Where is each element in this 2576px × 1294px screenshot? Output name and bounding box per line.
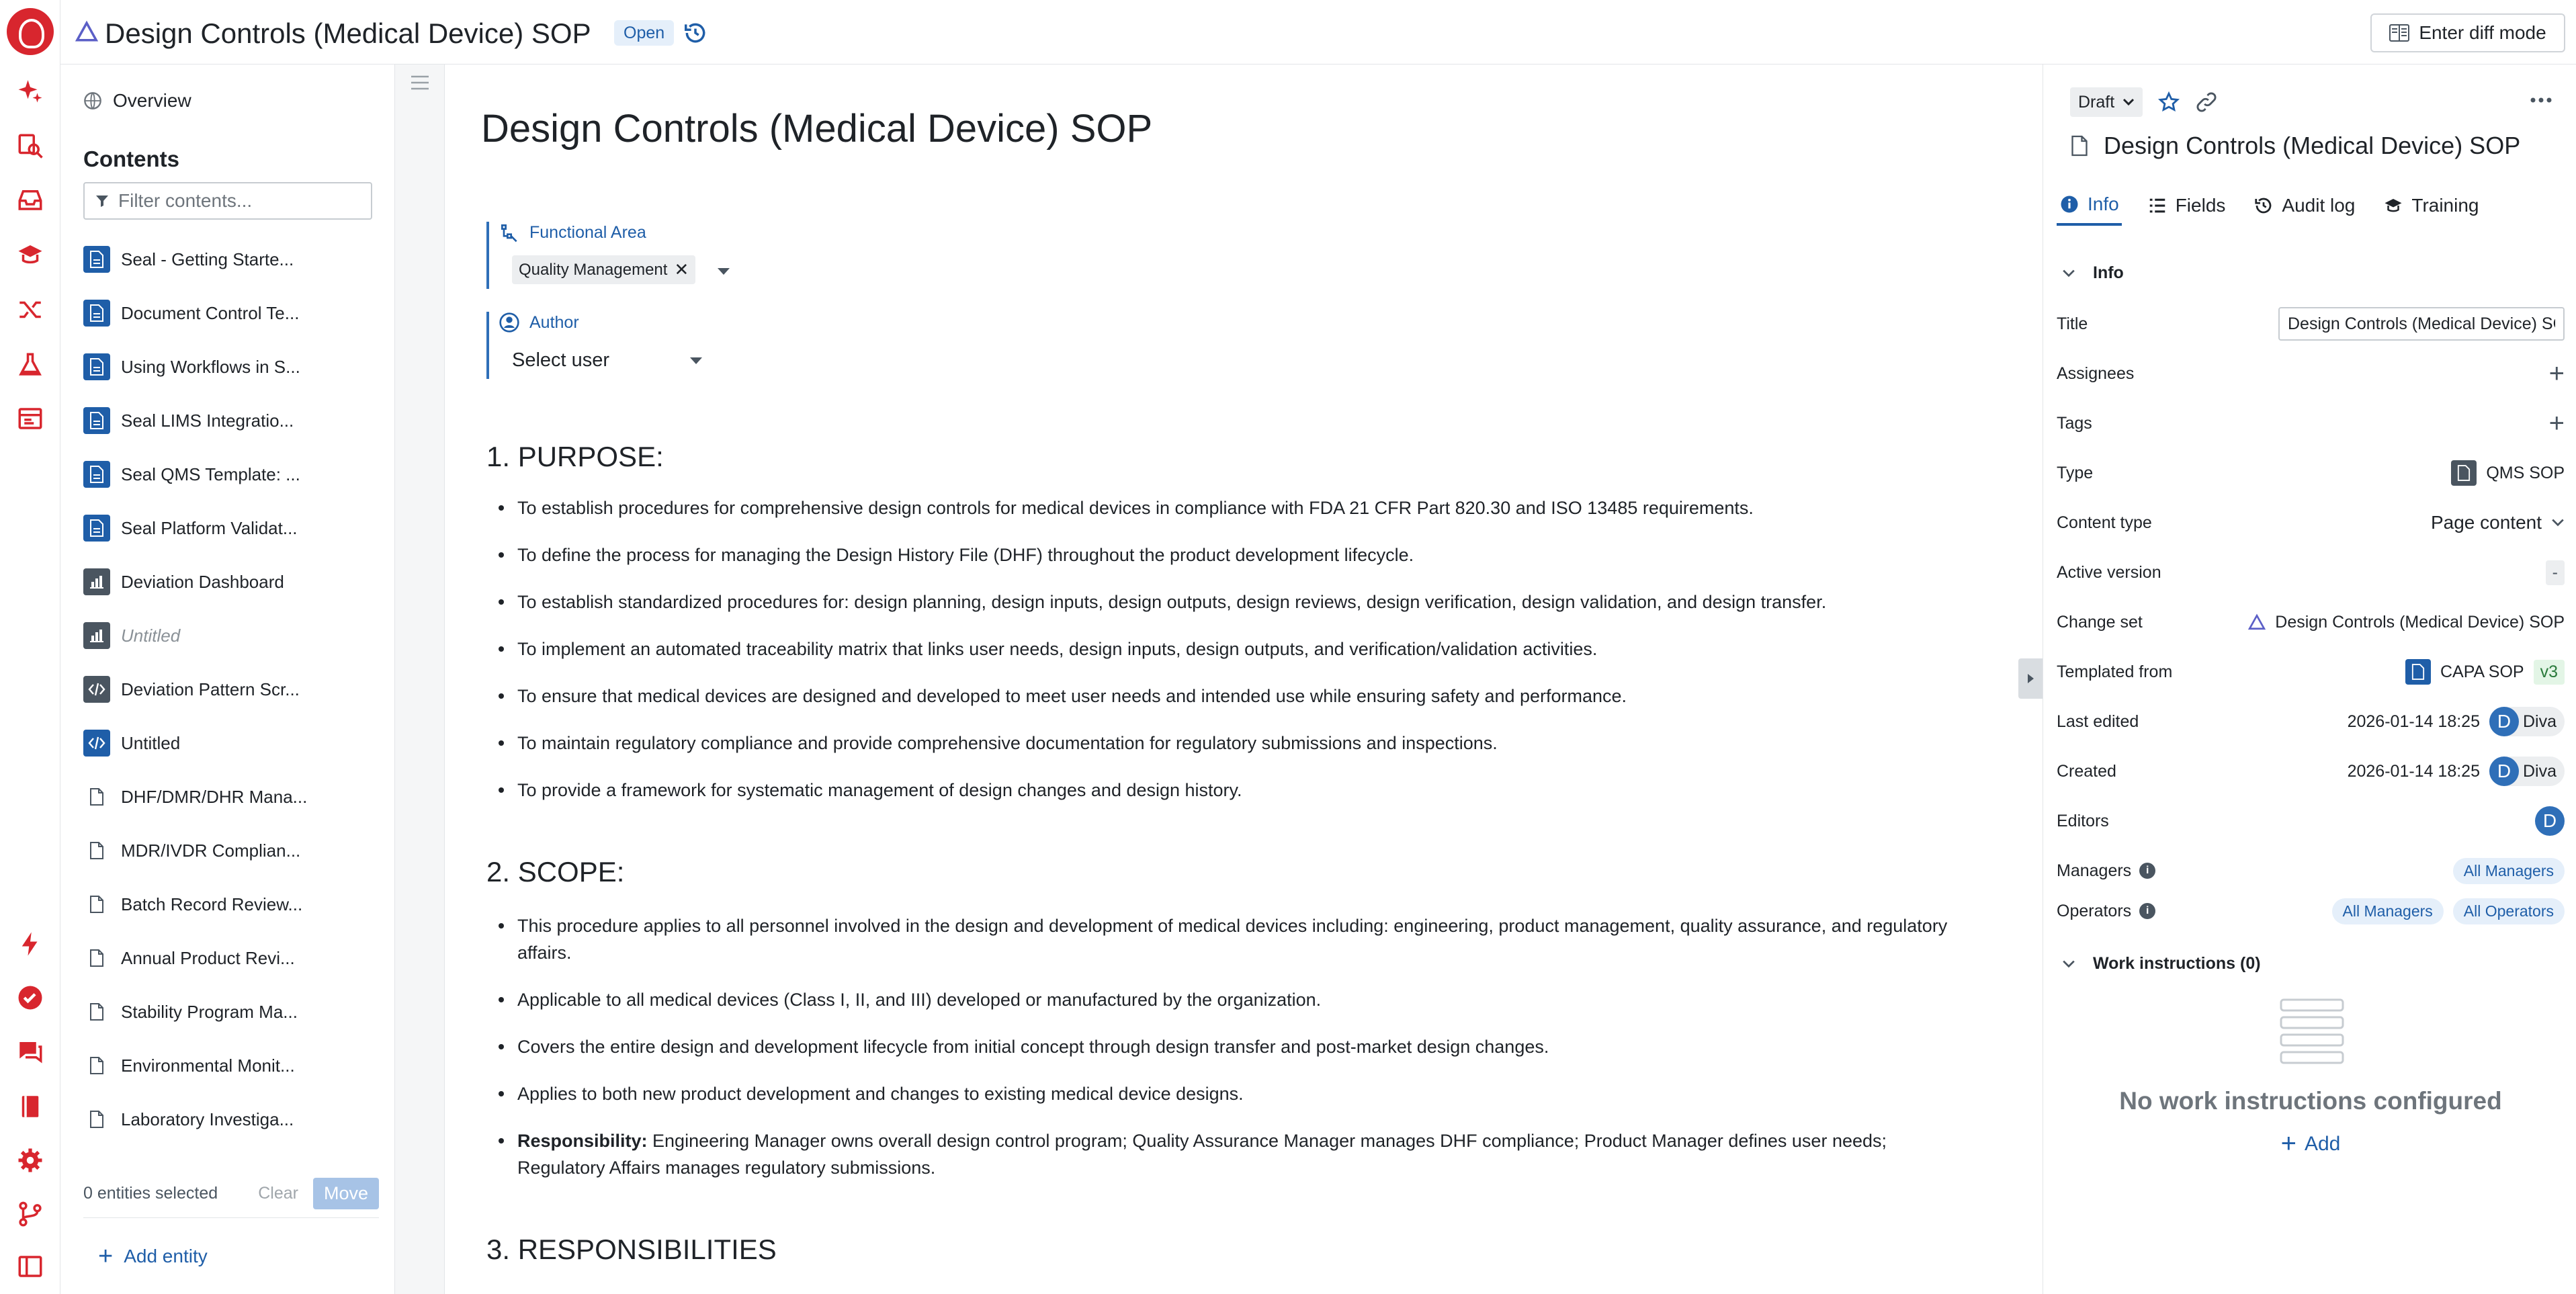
field-label: Title [2057, 314, 2088, 333]
tab-label: Training [2411, 195, 2479, 216]
overview-link[interactable] [83, 87, 191, 114]
templated-from-value: CAPA SOP [2440, 662, 2524, 681]
list-item: Covers the entire design and development lifecycle from initial concept through design transfer and post-market design changes. [486, 1033, 1951, 1060]
list-item[interactable] [83, 394, 379, 447]
diff-icon [2389, 24, 2409, 42]
add-label: Add [2304, 1132, 2341, 1155]
list-item[interactable] [83, 555, 379, 609]
panel-collapse-handle[interactable] [2018, 658, 2043, 699]
field-label-row [2057, 861, 2231, 881]
list-item[interactable] [83, 877, 379, 931]
list-item[interactable] [83, 501, 379, 555]
user-chip[interactable] [2489, 707, 2565, 736]
list-item: To define the process for managing the Design History File (DHF) throughout the product development lifecycle. [486, 542, 2005, 568]
scope-list [486, 912, 1951, 1201]
plus-icon: + [2280, 1129, 2296, 1158]
active-version-value: - [2546, 560, 2565, 585]
tab-label: Info [2088, 193, 2119, 214]
filter-contents-input[interactable] [118, 190, 360, 212]
search-doc-icon[interactable] [16, 132, 44, 160]
list-item[interactable] [83, 1092, 379, 1146]
field-label: Created [2057, 761, 2116, 781]
list-item-label: DHF/DMR/DHR Mana... [121, 786, 308, 807]
change-set-link[interactable] [2231, 613, 2565, 632]
functional-area-chip[interactable] [512, 255, 695, 284]
operators-chip: All Operators [2453, 898, 2565, 924]
graduation-cap-icon[interactable] [16, 241, 44, 269]
field-label: Assignees [2057, 363, 2135, 383]
more-options-icon[interactable] [2528, 90, 2554, 110]
list-item: Applicable to all medical devices (Class I, II, and III) developed or manufactured by the organization. [486, 986, 1951, 1013]
divider [83, 1217, 379, 1218]
git-branch-icon[interactable] [16, 1200, 44, 1228]
field-label-row [2057, 902, 2231, 921]
list-item-label: Seal Platform Validat... [121, 517, 298, 538]
window-icon[interactable] [16, 404, 44, 433]
content-type-row [2057, 503, 2565, 543]
managers-row [2057, 851, 2565, 891]
selected-count: 0 entities selected [83, 1183, 218, 1203]
operators-chip: All Managers [2332, 898, 2444, 924]
list-item-label: Seal QMS Template: ... [121, 464, 300, 484]
filter-box [83, 182, 372, 220]
star-icon[interactable] [2157, 91, 2180, 114]
avatar: D [2489, 757, 2519, 786]
selection-bar [83, 1177, 379, 1209]
filter-icon [94, 193, 110, 209]
functional-area-label: Functional Area [529, 222, 646, 242]
header-title: Design Controls (Medical Device) SOP [105, 17, 591, 49]
tab-info[interactable] [2057, 185, 2122, 226]
list-item[interactable] [83, 609, 379, 662]
field-label: Templated from [2057, 662, 2173, 681]
page-icon [2405, 659, 2431, 685]
list-item: To implement an automated traceability matrix that links user needs, design inputs, design outputs, and verification/validation activities. [486, 636, 2005, 662]
list-item[interactable] [83, 824, 379, 877]
inbox-icon[interactable] [16, 185, 44, 214]
work-instructions-label: Work instructions (0) [2093, 954, 2261, 973]
empty-list-icon [2278, 998, 2346, 1066]
list-item[interactable] [83, 447, 379, 501]
list-item-label: Annual Product Revi... [121, 947, 295, 968]
code-blue-icon [83, 730, 110, 757]
list-item[interactable] [83, 232, 379, 286]
functional-area-value: Quality Management [519, 260, 668, 279]
field-value [2231, 307, 2565, 341]
list-item-label: Untitled [121, 732, 181, 753]
author-label: Author [529, 312, 579, 332]
details-panel [2043, 64, 2576, 1294]
templated-from-row [2057, 652, 2565, 692]
draft-label: Draft [2078, 92, 2115, 112]
author-field [486, 312, 822, 379]
list-item: This procedure applies to all personnel involved in the design and development of medical devices including: engineering, product management, quality assurance, and regulatory affairs. [486, 912, 1951, 966]
content-type-select[interactable] [2231, 512, 2565, 533]
enter-diff-mode-button[interactable] [2370, 13, 2565, 52]
chevron-down-icon [2062, 269, 2075, 278]
field-value [2231, 360, 2565, 387]
page-icon [83, 407, 110, 434]
list-item[interactable] [83, 662, 379, 716]
chat-icon[interactable] [16, 1037, 44, 1066]
bold-label: Responsibility: [517, 1131, 648, 1151]
draft-dropdown[interactable] [2070, 87, 2143, 117]
add-tag-icon[interactable]: + [2548, 408, 2565, 438]
last-edited-row [2057, 701, 2565, 742]
add-assignee-icon[interactable]: + [2548, 359, 2565, 388]
field-label: Change set [2057, 612, 2143, 632]
code-icon [83, 676, 110, 703]
chevron-down-icon [690, 357, 702, 364]
graduation-cap-icon [2383, 196, 2403, 216]
field-value [2231, 410, 2565, 437]
clear-button[interactable]: Clear [258, 1183, 298, 1203]
document-outline-icon [83, 1052, 110, 1079]
info-icon [2059, 194, 2079, 214]
overview-label: Overview [113, 90, 191, 111]
diff-button-label: Enter diff mode [2419, 22, 2546, 43]
list-item-label: MDR/IVDR Complian... [121, 840, 301, 861]
list-item-label: Batch Record Review... [121, 894, 303, 914]
field-value [2231, 806, 2565, 836]
globe-icon [83, 91, 102, 110]
created-value: 2026-01-14 18:25 [2347, 761, 2480, 781]
list-item: To establish procedures for comprehensive design controls for medical devices in compliance with FDA 21 CFR Part 820.30 and ISO 13485 requirements. [486, 494, 2005, 521]
page-icon [83, 353, 110, 380]
page-icon [83, 461, 110, 488]
work-instructions-header[interactable] [2062, 954, 2261, 974]
plus-icon: + [98, 1242, 114, 1270]
gear-icon[interactable] [16, 1146, 44, 1174]
type-row [2057, 453, 2565, 493]
field-label: Tags [2057, 413, 2092, 433]
templated-from-link[interactable] [2231, 659, 2565, 685]
list-item[interactable] [83, 770, 379, 824]
field-label: Editors [2057, 811, 2109, 830]
chevron-down-icon [2062, 959, 2075, 969]
field-value [2231, 898, 2565, 924]
chevron-down-icon[interactable] [718, 268, 730, 275]
tab-audit-log[interactable] [2251, 185, 2358, 226]
list-item: To establish standardized procedures for: design planning, design inputs, design outputs, design reviews, design verification, design validation, and design transfer. [486, 589, 2005, 615]
list-item-label: Using Workflows in S... [121, 356, 300, 377]
type-value: QMS SOP [2486, 463, 2565, 482]
info-icon[interactable]: i [2139, 863, 2155, 879]
add-entity-label: Add entity [124, 1246, 208, 1266]
field-label: Last edited [2057, 711, 2139, 731]
history-icon [2253, 196, 2274, 216]
field-label: Active version [2057, 562, 2161, 582]
chevron-down-icon [2551, 518, 2565, 527]
functional-area-field [486, 222, 822, 289]
list-icon [2147, 196, 2167, 216]
list-item[interactable] [83, 985, 379, 1039]
page-icon [83, 300, 110, 327]
tags-row [2057, 403, 2565, 443]
dashboard-icon [83, 568, 110, 595]
tab-label: Fields [2175, 195, 2226, 216]
created-row [2057, 751, 2565, 791]
list-item-text: Engineering Manager owns overall design control program; Quality Assurance Manager manages DHF compliance; Product Manager defines user needs; Regulatory Affairs manages regulatory submissions. [517, 1131, 1887, 1178]
page-title: Design Controls (Medical Device) SOP [481, 107, 1153, 150]
panel-title-text: Design Controls (Medical Device) SOP [2104, 132, 2521, 159]
menu-icon[interactable] [410, 74, 430, 91]
status-badge: Open [614, 20, 674, 46]
panel-tabs [2057, 185, 2574, 226]
move-button[interactable]: Move [313, 1178, 379, 1209]
document-outline-icon [83, 783, 110, 810]
list-item[interactable] [83, 931, 379, 985]
shuffle-icon[interactable] [16, 296, 44, 324]
sparkle-icon[interactable] [16, 77, 44, 105]
history-icon[interactable] [683, 20, 708, 46]
book-icon[interactable] [16, 1092, 44, 1121]
info-icon[interactable]: i [2139, 903, 2155, 919]
change-set-value: Design Controls (Medical Device) SOP [2275, 612, 2565, 632]
info-section-header[interactable] [2062, 263, 2124, 283]
page-icon [83, 515, 110, 542]
list-item[interactable] [83, 340, 379, 394]
panel-toggle-icon[interactable] [16, 1252, 44, 1281]
list-item-label: Laboratory Investiga... [121, 1109, 294, 1129]
document-editor [445, 64, 2043, 1294]
list-item-label: Document Control Te... [121, 302, 300, 323]
list-item-label: Environmental Monit... [121, 1055, 295, 1076]
field-label: Managers [2057, 861, 2132, 880]
field-value [2231, 757, 2565, 786]
avatar: D [2489, 707, 2519, 736]
tab-fields[interactable] [2145, 185, 2229, 226]
active-version-row [2057, 552, 2565, 593]
purpose-list [486, 494, 2005, 824]
list-item [486, 1127, 1951, 1181]
add-work-instruction-button[interactable] [2057, 1129, 2565, 1159]
list-item-label: Deviation Pattern Scr... [121, 679, 300, 699]
section-heading-scope: 2. SCOPE: [486, 856, 625, 888]
document-outline-icon [83, 891, 110, 918]
document-outline-icon [2070, 134, 2089, 157]
change-set-triangle-icon [2248, 613, 2266, 631]
list-item-label: Deviation Dashboard [121, 571, 284, 592]
author-value: Select user [512, 349, 610, 371]
managers-chip: All Managers [2453, 858, 2565, 884]
list-item: To provide a framework for systematic management of design changes and design history. [486, 777, 2005, 804]
link-icon[interactable] [2195, 91, 2218, 114]
list-item[interactable] [83, 1039, 379, 1092]
list-item-label: Seal LIMS Integratio... [121, 410, 294, 431]
tab-training[interactable] [2380, 185, 2481, 226]
assignees-row [2057, 353, 2565, 394]
panel-title [2070, 132, 2520, 160]
last-edited-value: 2026-01-14 18:25 [2347, 711, 2480, 731]
list-item-label: Stability Program Ma... [121, 1001, 298, 1022]
chevron-down-icon [2122, 98, 2135, 106]
field-value [2231, 858, 2565, 884]
list-item-label: Seal - Getting Starte... [121, 249, 294, 269]
author-select[interactable] [512, 349, 822, 372]
page-icon [83, 246, 110, 273]
document-outline-icon [83, 945, 110, 972]
app-rail [0, 0, 60, 1294]
title-input[interactable] [2278, 307, 2565, 341]
user-name: Diva [2522, 711, 2557, 731]
panel-toolbar [2070, 87, 2218, 117]
list-item[interactable] [83, 716, 379, 770]
field-label: Operators [2057, 901, 2132, 920]
field-label: Content type [2057, 513, 2152, 532]
dashboard-icon [83, 622, 110, 649]
change-set-row [2057, 602, 2565, 642]
user-name: Diva [2522, 761, 2557, 781]
seal-logo-icon[interactable] [7, 8, 54, 55]
section-heading-responsibilities: 3. RESPONSIBILITIES [486, 1234, 777, 1265]
list-item: Applies to both new product development and changes to existing medical device designs. [486, 1080, 1951, 1107]
change-set-triangle-icon [75, 20, 98, 43]
empty-state-message: No work instructions configured [2119, 1087, 2502, 1115]
content-type-value: Page content [2430, 512, 2542, 533]
avatar[interactable]: D [2535, 806, 2565, 836]
tab-label: Audit log [2282, 195, 2356, 216]
contents-heading: Contents [83, 146, 179, 171]
document-outline-icon [83, 837, 110, 864]
list-item: To ensure that medical devices are designed and developed to meet user needs and intended use while ensuring safety and performance. [486, 683, 2005, 709]
contents-tree [83, 232, 379, 1146]
close-icon[interactable]: ✕ [674, 259, 689, 279]
field-value [2231, 560, 2565, 585]
flask-icon[interactable] [16, 351, 44, 379]
user-chip[interactable] [2489, 757, 2565, 786]
document-outline-icon [83, 1106, 110, 1133]
top-header [60, 0, 2576, 64]
field-label: Type [2057, 463, 2094, 482]
document-outline-icon [83, 998, 110, 1025]
contents-sidebar [60, 64, 395, 1294]
field-value [2231, 460, 2565, 486]
add-entity-button[interactable] [98, 1243, 208, 1270]
check-circle-icon[interactable] [16, 984, 44, 1012]
list-item[interactable] [83, 286, 379, 340]
list-item: To maintain regulatory compliance and provide comprehensive documentation for regulatory submissions and inspections. [486, 730, 2005, 757]
functional-area-label-row [499, 222, 822, 243]
document-type-icon [2451, 460, 2477, 486]
field-value [2231, 707, 2565, 736]
user-circle-icon [499, 312, 520, 333]
hierarchy-icon [499, 222, 520, 243]
operators-row [2057, 891, 2565, 931]
info-section-label: Info [2093, 263, 2124, 282]
list-item-label: Untitled [121, 625, 181, 646]
author-label-row [499, 312, 822, 333]
lightning-icon[interactable] [16, 930, 44, 958]
section-heading-purpose: 1. PURPOSE: [486, 441, 664, 472]
editors-row [2057, 801, 2565, 841]
title-row [2057, 304, 2565, 344]
version-badge: v3 [2534, 660, 2565, 685]
sidebar-collapse-strip [395, 64, 445, 1294]
